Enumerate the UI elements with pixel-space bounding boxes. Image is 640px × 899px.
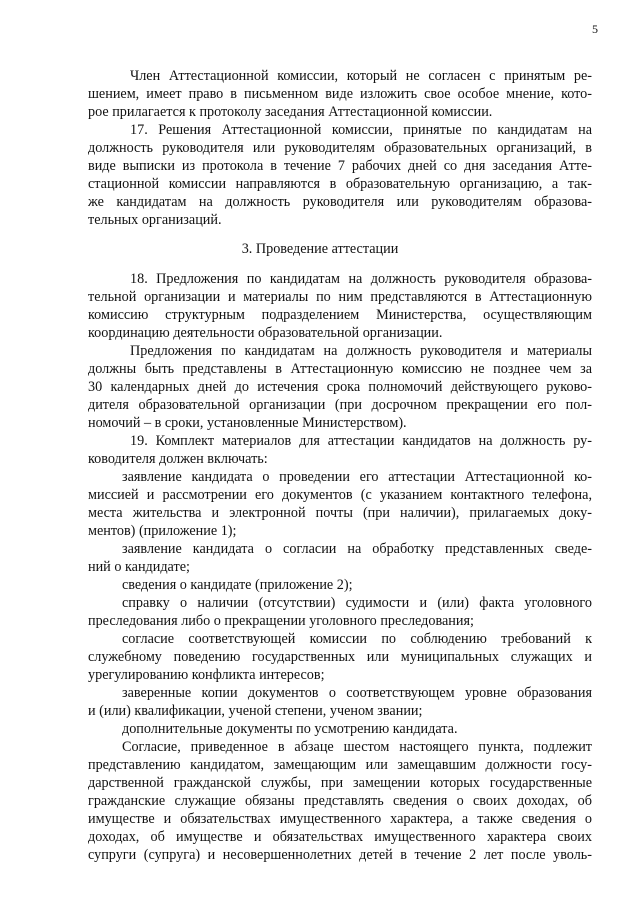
text-line: дополнительные документы по усмотрению кандидата. [122,721,458,737]
text-line: должны быть представлены в Аттестационную комиссию не позднее чем за [88,361,592,377]
text-line: Член Аттестационной комиссии, который не согласен с принятым ре- [130,68,592,84]
text-line: сведения о кандидате (приложение 2); [122,577,353,593]
text-line: согласие соответствующей комиссии по соблюдению требований к [122,631,592,647]
text-line: заявление кандидата о проведении его аттестации Аттестационной ко- [122,469,592,485]
text-line: урегулированию конфликта интересов; [88,667,325,683]
text-line: 30 календарных дней до истечения срока полномочий действующего руково- [88,379,592,395]
text-line: заявление кандидата о согласии на обработку представленных сведе- [122,541,592,557]
text-line: супруги (супруга) и несовершеннолетних детей в течение 2 лет после уволь- [88,847,592,863]
text-line: доходах, об имуществе и обязательствах имущественного характера своих [88,829,592,845]
text-line: заверенные копии документов о соответствующем уровне образования [122,685,592,701]
text-line: и (или) квалификации, ученой степени, ученом звании; [88,703,423,719]
text-line: Предложения по кандидатам на должность руководителя и материалы [130,343,592,359]
text-line: тельной организации и материалы по ним представляются в Аттестационную [88,289,592,305]
text-line: виде выписки из протокола в течение 7 рабочих дней со дня заседания Атте- [88,158,592,174]
text-line: 17. Решения Аттестационной комиссии, принятые по кандидатам на [130,122,592,138]
text-line: же кандидатам на должность руководителя или руководителям образова- [88,194,592,210]
text-line: места жительства и электронной почты (при наличии), прилагаемых доку- [88,505,592,521]
text-line: служебному поведению государственных или муниципальных служащих и [88,649,592,665]
text-line: 18. Предложения по кандидатам на должность руководителя образова- [130,271,592,287]
text-line: справку о наличии (отсутствии) судимости и (или) факта уголовного [122,595,592,611]
text-line: комиссию структурным подразделением Министерства, осуществляющим [88,307,592,323]
section-heading: 3. Проведение аттестации [241,241,399,257]
text-line: ментов) (приложение 1); [88,523,237,539]
text-line: шением, имеет право в письменном виде изложить свое особое мнение, кото- [88,86,592,102]
text-line: преследования либо о прекращении уголовного преследования; [88,613,474,629]
text-line: стационной комиссии направляются в образовательную организацию, а так- [88,176,592,192]
text-line: должность руководителя или руководителям образовательных организаций, в [88,140,592,156]
text-line: гражданские служащие обязаны представлять сведения о своих доходах, об [88,793,592,809]
text-line: координацию деятельности образовательной организации. [88,325,443,341]
text-line: ководителя должен включать: [88,451,268,467]
text-line: номочий – в сроки, установленные Министерством). [88,415,407,431]
text-line: 19. Комплект материалов для аттестации кандидатов на должность ру- [130,433,592,449]
text-line: представлению кандидатом, замещающим или замещавшим должности госу- [88,757,592,773]
text-line: дарственной гражданской службы, при замещении которых государственные [88,775,592,791]
text-line: Согласие, приведенное в абзаце шестом настоящего пункта, подлежит [122,739,592,755]
text-line: тельных организаций. [88,212,222,228]
page-number: 5 [592,22,598,36]
text-line: имуществе и обязательствах имущественного характера, а также сведения о [88,811,592,827]
text-line: рое прилагается к протоколу заседания Аттестационной комиссии. [88,104,493,120]
text-line: дителя образовательной организации (при досрочном прекращении его пол- [88,397,592,413]
text-line: ний о кандидате; [88,559,190,575]
text-line: миссией и рассмотрении его документов (с указанием контактного телефона, [88,487,592,503]
